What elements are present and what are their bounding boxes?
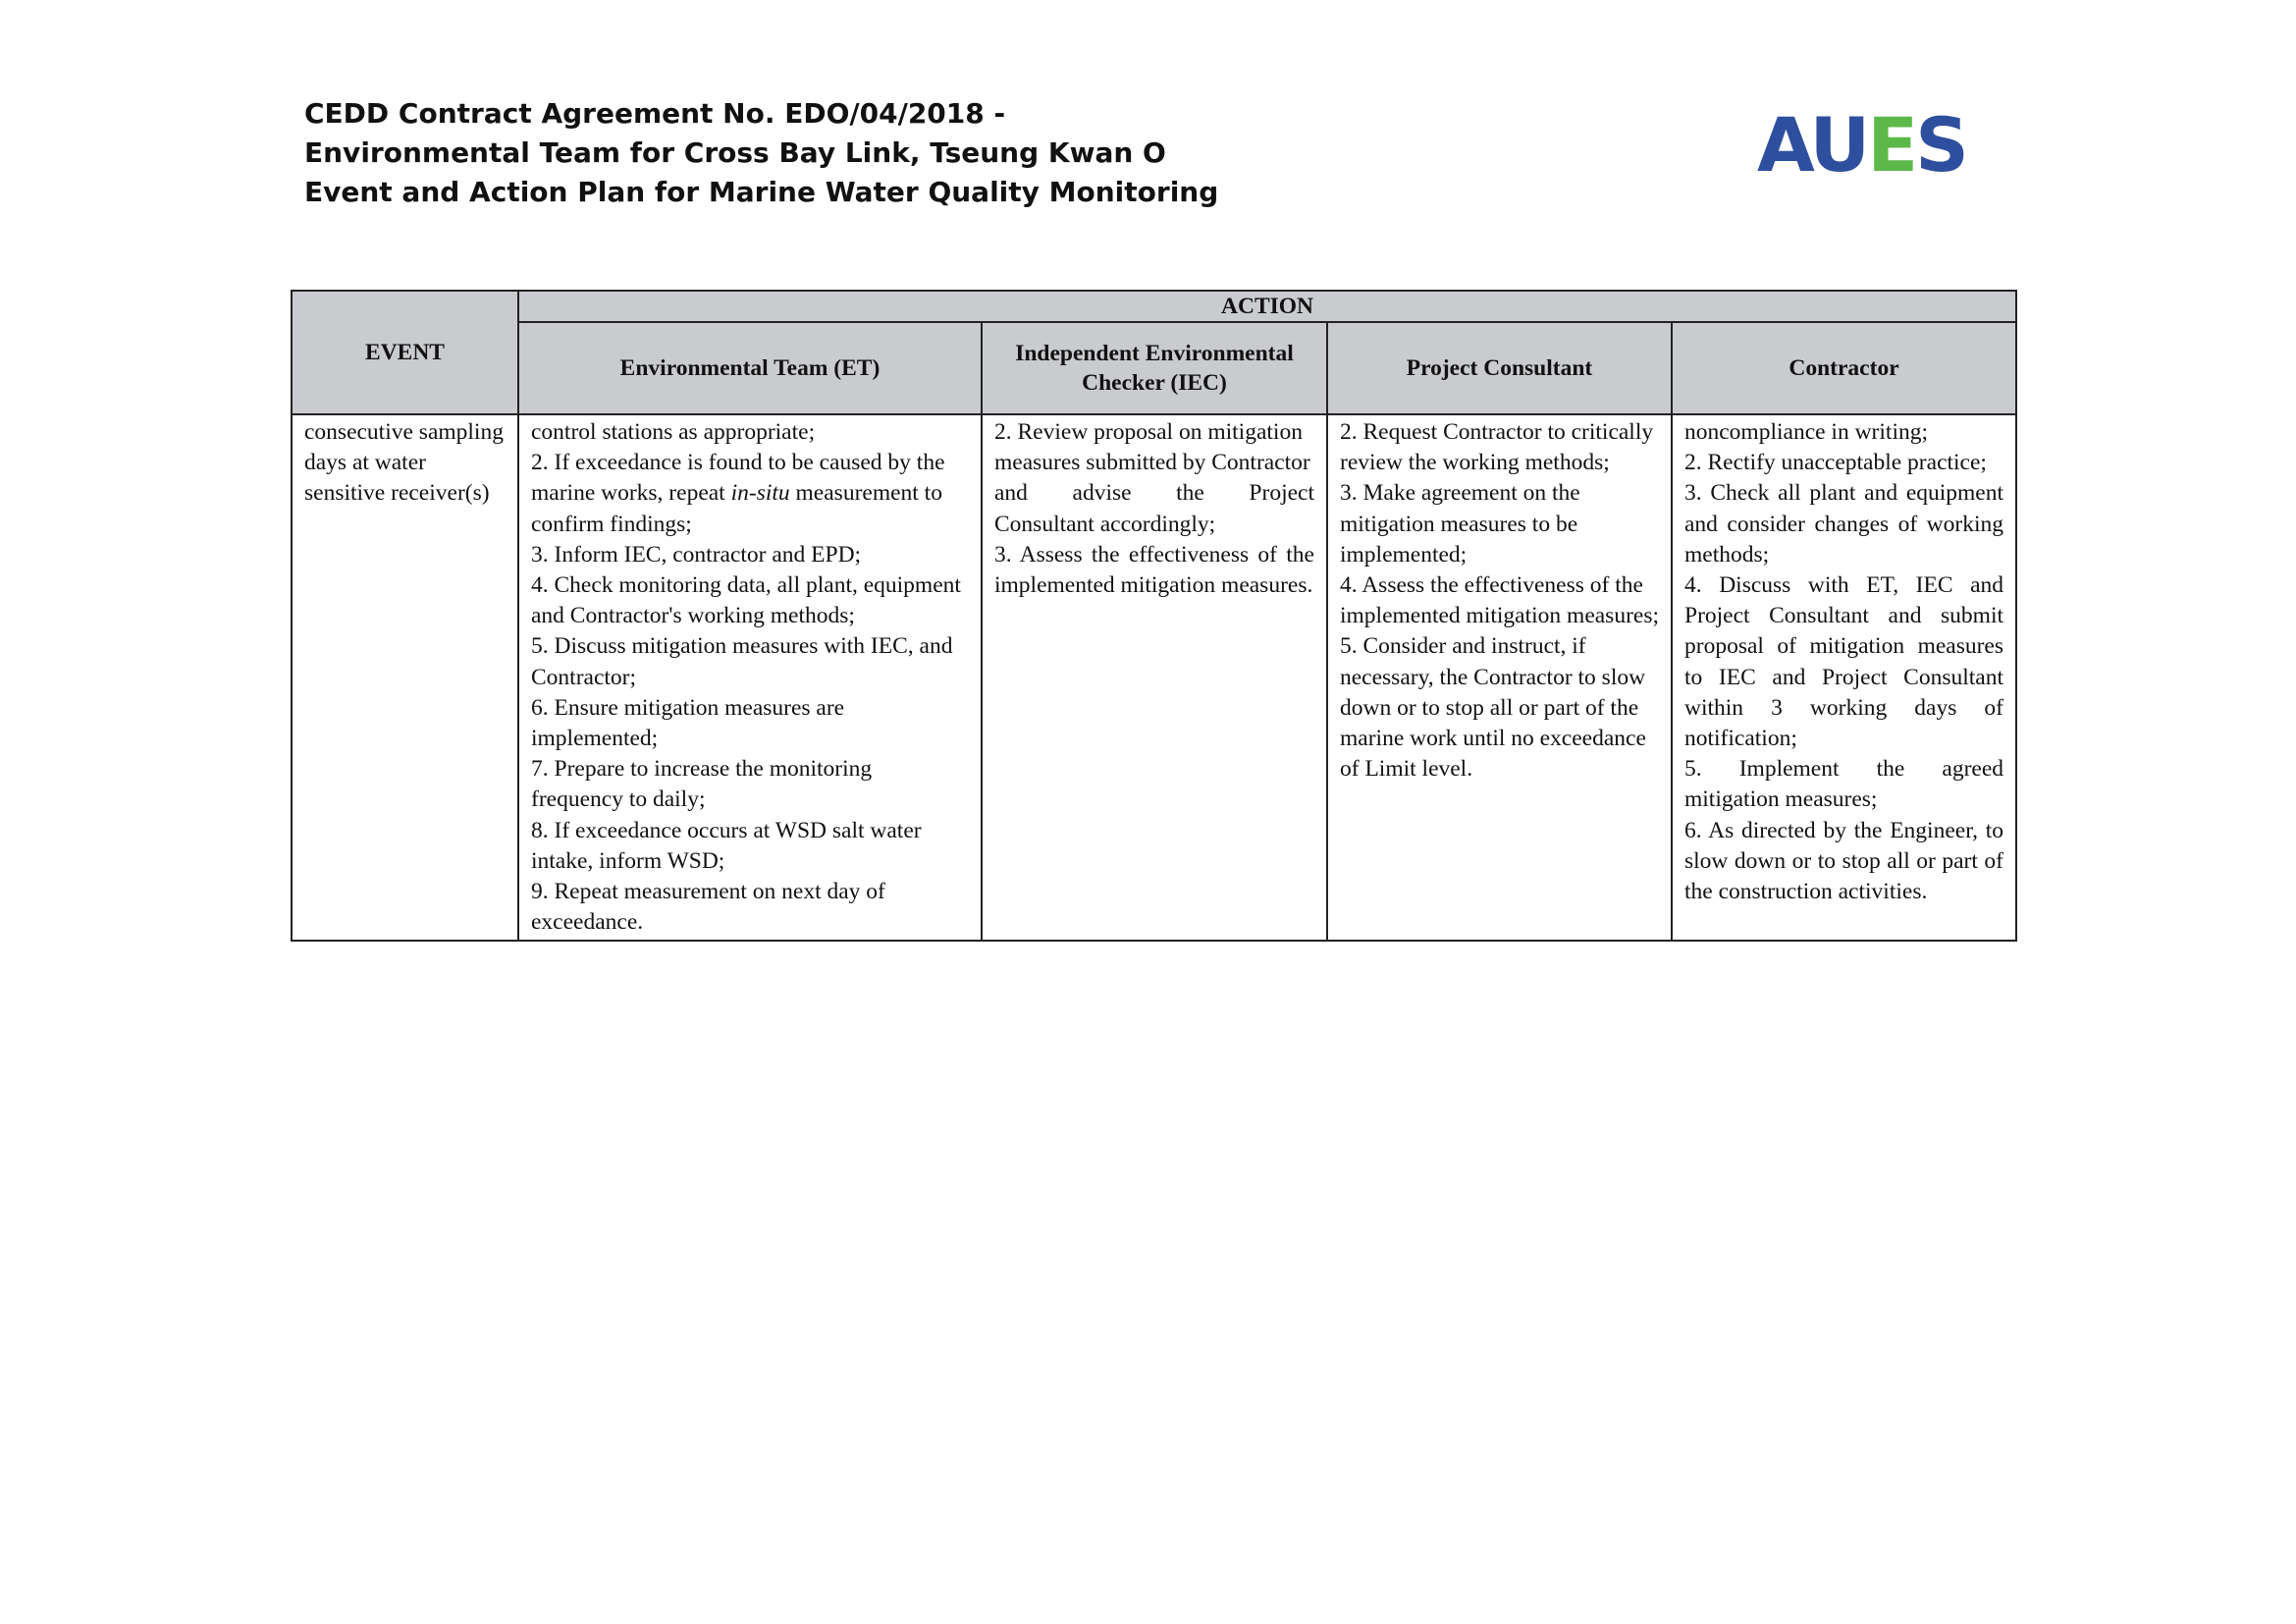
event-text: consecutive sampling days at water sensitive receiver(s) [304,419,504,507]
header-line-team: Environmental Team for Cross Bay Link, Tseung Kwan O [304,136,1166,169]
contractor-item: 5. Implement the agreed mitigation measures; [1684,756,2004,813]
contractor-item: 6. As directed by the Engineer, to slow down or to stop all or part of the construction activities. [1684,817,2004,905]
contractor-action-cell [1672,414,2016,941]
header-line-contract: CEDD Contract Agreement No. EDO/04/2018 - [304,97,1006,130]
pc-item: 3. Make agreement on the mitigation measures to be implemented; [1340,480,1580,568]
et-action-cell [518,414,982,941]
et-item: 7. Prepare to increase the monitoring frequency to daily; [531,756,873,813]
col-header-contractor: Contractor [1672,322,2016,414]
contractor-item: 4. Discuss with ET, IEC and Project Consultant and submit proposal of mitigation measures to IEC and Project Consultant within 3 working days of notification; [1684,572,2004,752]
et-item: 4. Check monitoring data, all plant, equipment and Contractor's working methods; [531,572,961,629]
et-item: control stations as appropriate; [531,419,816,445]
project-consultant-action-cell [1327,414,1672,941]
action-header: ACTION [518,291,2016,322]
et-item: 6. Ensure mitigation measures are implemented; [531,694,845,752]
document-header [304,94,1218,212]
col-header-iec: Independent Environmental Checker (IEC) [982,322,1327,414]
iec-item: Consultant accordingly; [994,511,1216,537]
et-item: 2. If exceedance is found to be caused by the marine works, repeat in-situ measurement to confirm findings; [531,450,945,537]
event-header: EVENT [292,291,518,414]
event-cell [292,414,518,941]
iec-item: 3. Assess the effectiveness of the implemented mitigation measures. [994,541,1314,599]
pc-item: 5. Consider and instruct, if necessary, the Contractor to slow down or to stop all or part of the marine work until no exceedance of Limit level. [1340,633,1646,783]
iec-item: 2. Review proposal on mitigation measures submitted by Contractor [994,419,1310,476]
contractor-item: 3. Check all plant and equipment and consider changes of working methods; [1684,480,2004,568]
col-header-et: Environmental Team (ET) [518,322,982,414]
et-item: 3. Inform IEC, contractor and EPD; [531,541,862,568]
iec-item: and advise the Project [994,480,1314,507]
pc-item: 4. Assess the effectiveness of the implemented mitigation measures; [1340,572,1660,629]
header-line-plan-title: Event and Action Plan for Marine Water Quality Monitoring [304,176,1219,208]
contractor-item: 2. Rectify unacceptable practice; [1684,450,1987,476]
logo-letter-e: E [1867,101,1916,189]
event-action-plan-table [291,290,2017,942]
pc-item: 2. Request Contractor to critically review the working methods; [1340,419,1654,476]
et-item: 9. Repeat measurement on next day of exceedance. [531,879,885,936]
iec-action-cell [982,414,1327,941]
logo-letter-u: U [1809,101,1868,189]
col-header-project-consultant: Project Consultant [1327,322,1672,414]
contractor-item: noncompliance in writing; [1684,419,1929,445]
logo-letter-a: A [1757,101,1810,189]
aues-logo [1757,101,1966,189]
in-situ-term: in-situ [730,480,790,507]
et-item: 8. If exceedance occurs at WSD salt water intake, inform WSD; [531,817,922,874]
et-item: 5. Discuss mitigation measures with IEC, and Contractor; [531,633,953,690]
table-row [292,414,2016,941]
logo-letter-s: S [1915,101,1966,189]
